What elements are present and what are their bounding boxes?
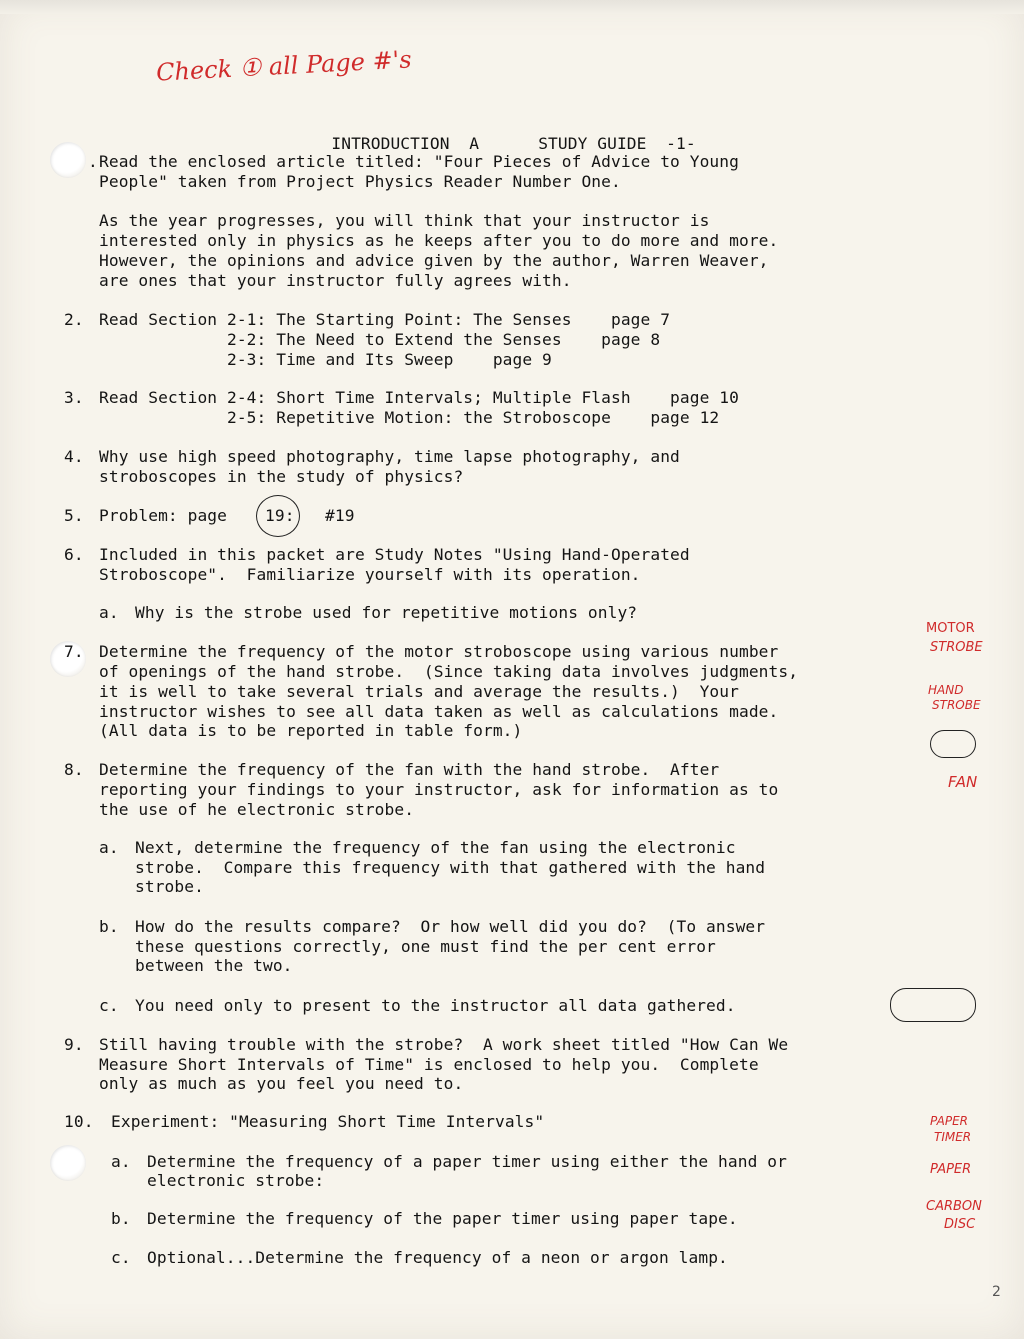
item-8-line-3: the use of he electronic strobe. xyxy=(99,800,415,819)
item-2-number: 2. xyxy=(64,310,84,329)
item-2-line-1: Read Section 2-1: The Starting Point: The Senses page 7 xyxy=(99,310,671,329)
handwritten-hand: HAND xyxy=(928,683,964,697)
item-10a-label: a. xyxy=(111,1152,131,1171)
item-6-line-1: Included in this packet are Study Notes "Using Hand-Operated xyxy=(99,545,690,564)
item-2-line-2: 2-2: The Need to Extend the Senses page 8 xyxy=(99,330,661,349)
item-8b-label: b. xyxy=(99,917,119,936)
item-7-line-5: (All data is to be reported in table form.) xyxy=(99,721,523,740)
item-4-line-2: stroboscopes in the study of physics? xyxy=(99,467,464,486)
item-6-line-2: Stroboscope". Familiarize yourself with its operation. xyxy=(99,565,641,584)
item-8c-line-1: You need only to present to the instructor all data gathered. xyxy=(135,996,736,1015)
checkbox-oval-item-8 xyxy=(890,988,976,1022)
item-9-line-1: Still having trouble with the strobe? A work sheet titled "How Can We xyxy=(99,1035,789,1054)
item-6-number: 6. xyxy=(64,545,84,564)
header-middle: A xyxy=(469,134,480,153)
handwritten-carbon: CARBON xyxy=(926,1199,982,1214)
item-10c-line-1: Optional...Determine the frequency of a neon or argon lamp. xyxy=(147,1248,728,1267)
binder-hole-bottom xyxy=(50,1145,86,1181)
item-1-line-2: People" taken from Project Physics Reader Number One. xyxy=(99,172,621,191)
item-8-number: 8. xyxy=(64,760,84,779)
item-6a-line-1: Why is the strobe used for repetitive motions only? xyxy=(135,603,638,622)
header-spacer-2 xyxy=(479,134,538,153)
item-8b-line-3: between the two. xyxy=(135,956,293,975)
item-3-line-2: 2-5: Repetitive Motion: the Stroboscope page 12 xyxy=(99,408,720,427)
handwritten-timer: TIMER xyxy=(934,1130,972,1144)
item-10b-line-1: Determine the frequency of the paper timer using paper tape. xyxy=(147,1209,738,1228)
item-7-line-3: it is well to take several trials and average the results.) Your xyxy=(99,682,739,701)
item-8b-line-1: How do the results compare? Or how well did you do? (To answer xyxy=(135,917,766,936)
item-1-para2-line-4: are ones that your instructor fully agrees with. xyxy=(99,271,572,290)
handwritten-fan: FAN xyxy=(948,773,978,791)
item-5-prefix: Problem: page xyxy=(99,506,227,525)
handwritten-strobe-2: STROBE xyxy=(932,698,981,712)
item-1-line-1: Read the enclosed article titled: "Four Pieces of Advice to Young xyxy=(99,152,739,171)
handwritten-motor: MOTOR xyxy=(926,621,975,636)
item-8-line-2: reporting your findings to your instructor, ask for information as to xyxy=(99,780,779,799)
item-10b-label: b. xyxy=(111,1209,131,1228)
header-left: INTRODUCTION xyxy=(331,134,450,153)
item-8-line-1: Determine the frequency of the fan with the hand strobe. After xyxy=(99,760,720,779)
header-spacer-1 xyxy=(450,134,470,153)
item-10a-line-2: electronic strobe: xyxy=(147,1171,325,1190)
item-8a-line-1: Next, determine the frequency of the fan using the electronic xyxy=(135,838,736,857)
item-9-number: 9. xyxy=(64,1035,84,1054)
item-8a-label: a. xyxy=(99,838,119,857)
item-10a-line-1: Determine the frequency of a paper timer using either the hand or xyxy=(147,1152,787,1171)
item-7-number: 7. xyxy=(64,642,84,661)
item-7-line-2: of openings of the hand strobe. (Since taking data involves judgments, xyxy=(99,662,799,681)
handwritten-strobe-1: STROBE xyxy=(930,640,983,655)
handwritten-paper-2: PAPER xyxy=(930,1162,972,1177)
item-2-line-3: 2-3: Time and Its Sweep page 9 xyxy=(99,350,552,369)
item-4-line-1: Why use high speed photography, time lapse photography, and xyxy=(99,447,680,466)
item-10c-label: c. xyxy=(111,1248,131,1267)
handwritten-page-number: 2 xyxy=(992,1284,1001,1300)
scan-edge xyxy=(0,0,1024,14)
handwritten-paper-1: PAPER xyxy=(930,1114,969,1128)
item-9-line-3: only as much as you feel you need to. xyxy=(99,1074,464,1093)
item-1-para2-line-1: As the year progresses, you will think that your instructor is xyxy=(99,211,710,230)
item-10-line-1: Experiment: "Measuring Short Time Intervals" xyxy=(111,1112,545,1131)
item-8a-line-3: strobe. xyxy=(135,877,204,896)
item-5-suffix: #19 xyxy=(325,506,355,525)
checkbox-oval-item-7 xyxy=(930,730,976,758)
pen-circle-mark xyxy=(256,495,300,537)
header-right: STUDY GUIDE -1- xyxy=(538,134,696,153)
item-4-number: 4. xyxy=(64,447,84,466)
item-3-number: 3. xyxy=(64,388,84,407)
item-8c-label: c. xyxy=(99,996,119,1015)
handwritten-disc: DISC xyxy=(944,1217,976,1232)
item-8b-line-2: these questions correctly, one must find the per cent error xyxy=(135,937,716,956)
item-5-number: 5. xyxy=(64,506,84,525)
item-10-number: 10. xyxy=(64,1112,94,1131)
binder-hole-top xyxy=(50,142,86,178)
item-8a-line-2: strobe. Compare this frequency with that gathered with the hand xyxy=(135,858,766,877)
handwritten-top-note: Check ① all Page #'s xyxy=(155,45,413,87)
item-9-line-2: Measure Short Intervals of Time" is enclosed to help you. Complete xyxy=(99,1055,759,1074)
item-1-number: . xyxy=(88,152,98,171)
item-7-line-4: instructor wishes to see all data taken as well as calculations made. xyxy=(99,702,779,721)
item-3-line-1: Read Section 2-4: Short Time Intervals; Multiple Flash page 10 xyxy=(99,388,739,407)
item-1-para2-line-3: However, the opinions and advice given by the author, Warren Weaver, xyxy=(99,251,769,270)
item-7-line-1: Determine the frequency of the motor stroboscope using various number xyxy=(99,642,779,661)
item-1-para2-line-2: interested only in physics as he keeps after you to do more and more. xyxy=(99,231,779,250)
item-6a-label: a. xyxy=(99,603,119,622)
item-5-circled-page: 19: xyxy=(265,506,295,525)
